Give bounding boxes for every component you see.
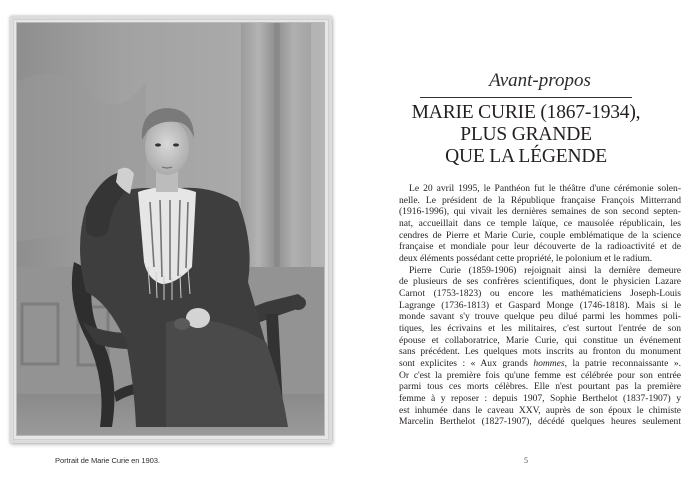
text-line: Le 20 avril 1995, le Panthéon fut le théâtre d'une cérémonie solen- xyxy=(409,183,681,194)
text-line: deux éléments possédant cette propriété, le polonium et le radium. xyxy=(399,253,653,265)
photo-caption: Portrait de Marie Curie en 1903. xyxy=(55,456,160,465)
quote-emphasis: hommes, xyxy=(533,358,567,370)
text-line: nelle. Le président de la République française François Mitterrand xyxy=(399,194,681,206)
text-line: de plusieurs de ses confrères scientifiques, dont le physicien Lazare xyxy=(399,276,681,288)
text-line: monde savant s'y trouve quelque peu dilué parmi les hommes poli- xyxy=(399,311,681,323)
text-line: Lagrange (1736-1813) et Gaspard Monge (1746-1818). Mais si le xyxy=(399,299,681,311)
text-line: sans précédent. Les quelques mots inscrits au fronton du monument xyxy=(399,346,681,358)
text-line: parmi tous ces morts célèbres. Elle n'est pourtant pas la première xyxy=(399,381,681,393)
text-line: (1916-1996), qui vivait les dernières semaines de son second septen- xyxy=(399,206,681,218)
text-line: française et mondiale pour leur découverte de la radioactivité et de xyxy=(399,241,681,253)
text-line: nat, accueillait dans ce temple laïque, ce mausolée républicain, les xyxy=(399,218,681,230)
page-number: 5 xyxy=(524,456,528,465)
text-line: tiques, les écrivains et les militaires, c'est surtout l'entrée de son xyxy=(399,323,681,335)
text-line: Marcelin Berthelot (1827-1907), décédé quelques heures seulement xyxy=(399,416,681,428)
text-line: Or c'est la première fois qu'une femme est célébrée pour son entrée xyxy=(399,369,681,381)
text-line: femme à y reposer : depuis 1907, Sophie Berthelot (1837-1907) y xyxy=(399,393,681,405)
text-line: Pierre Curie (1859-1906) rejoignait ainsi la dernière demeure xyxy=(409,264,681,276)
text-line: Carnot (1753-1823) ou encore les mathématiciens Joseph-Louis xyxy=(399,288,681,300)
title-line: MARIE CURIE (1867-1934), xyxy=(411,102,641,123)
text-line: est inhumée dans le caveau XXV, auprès de son époux le chimiste xyxy=(399,404,681,416)
text-line: épouse et collaboratrice, Marie Curie, qui constitue un événement xyxy=(399,334,681,346)
title-line: QUE LA LÉGENDE xyxy=(445,146,607,167)
heading-rule xyxy=(420,97,632,98)
body-text xyxy=(399,183,681,428)
text-line: cendres de Pierre et Marie Curie, couple emblématique de la science xyxy=(399,229,681,241)
portrait-image-icon xyxy=(16,22,325,436)
quote-tail: la patrie reconnaissante ». xyxy=(567,358,681,370)
section-kicker: Avant-propos xyxy=(489,70,591,91)
portrait-photograph xyxy=(16,22,325,436)
quote-lead: sont explicites : « Aux grands xyxy=(399,358,534,370)
photo-frame xyxy=(10,16,332,443)
text-line-quote xyxy=(399,358,681,370)
chapter-title xyxy=(399,102,653,168)
title-line: PLUS GRANDE xyxy=(460,124,592,145)
